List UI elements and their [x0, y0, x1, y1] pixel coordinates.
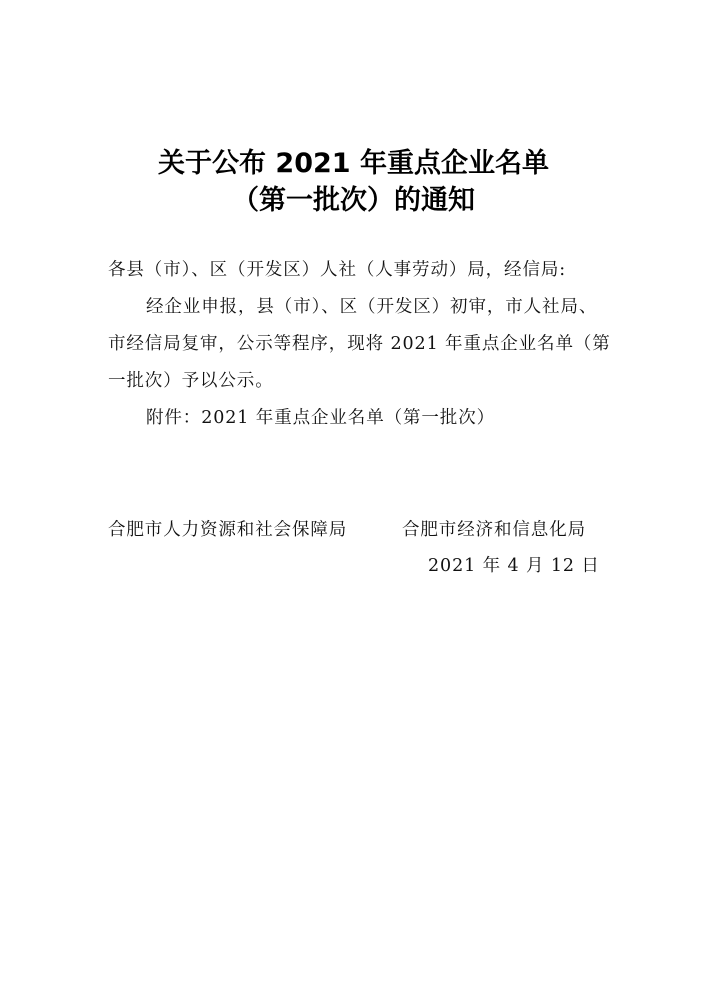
issue-date: 2021 年 4 月 12 日 [428, 556, 600, 576]
attachment-line: 附件：2021 年重点企业名单（第一批次） [146, 408, 495, 428]
issuer-economy-bureau: 合肥市经济和信息化局 [402, 520, 586, 540]
document-title-line-2: （第一批次）的通知 [232, 185, 475, 216]
body-line-1: 经企业申报，县（市）、区（开发区）初审，市人社局、 [146, 297, 598, 317]
issuer-hrss-bureau: 合肥市人力资源和社会保障局 [108, 520, 348, 540]
salutation: 各县（市）、区（开发区）人社（人事劳动）局，经信局: [108, 260, 567, 280]
document-title-line-1: 关于公布 2021 年重点企业名单 [158, 148, 549, 179]
body-line-2: 市经信局复审，公示等程序，现将 2021 年重点企业名单（第 [108, 334, 611, 354]
body-line-3: 一批次）予以公示。 [108, 371, 274, 391]
